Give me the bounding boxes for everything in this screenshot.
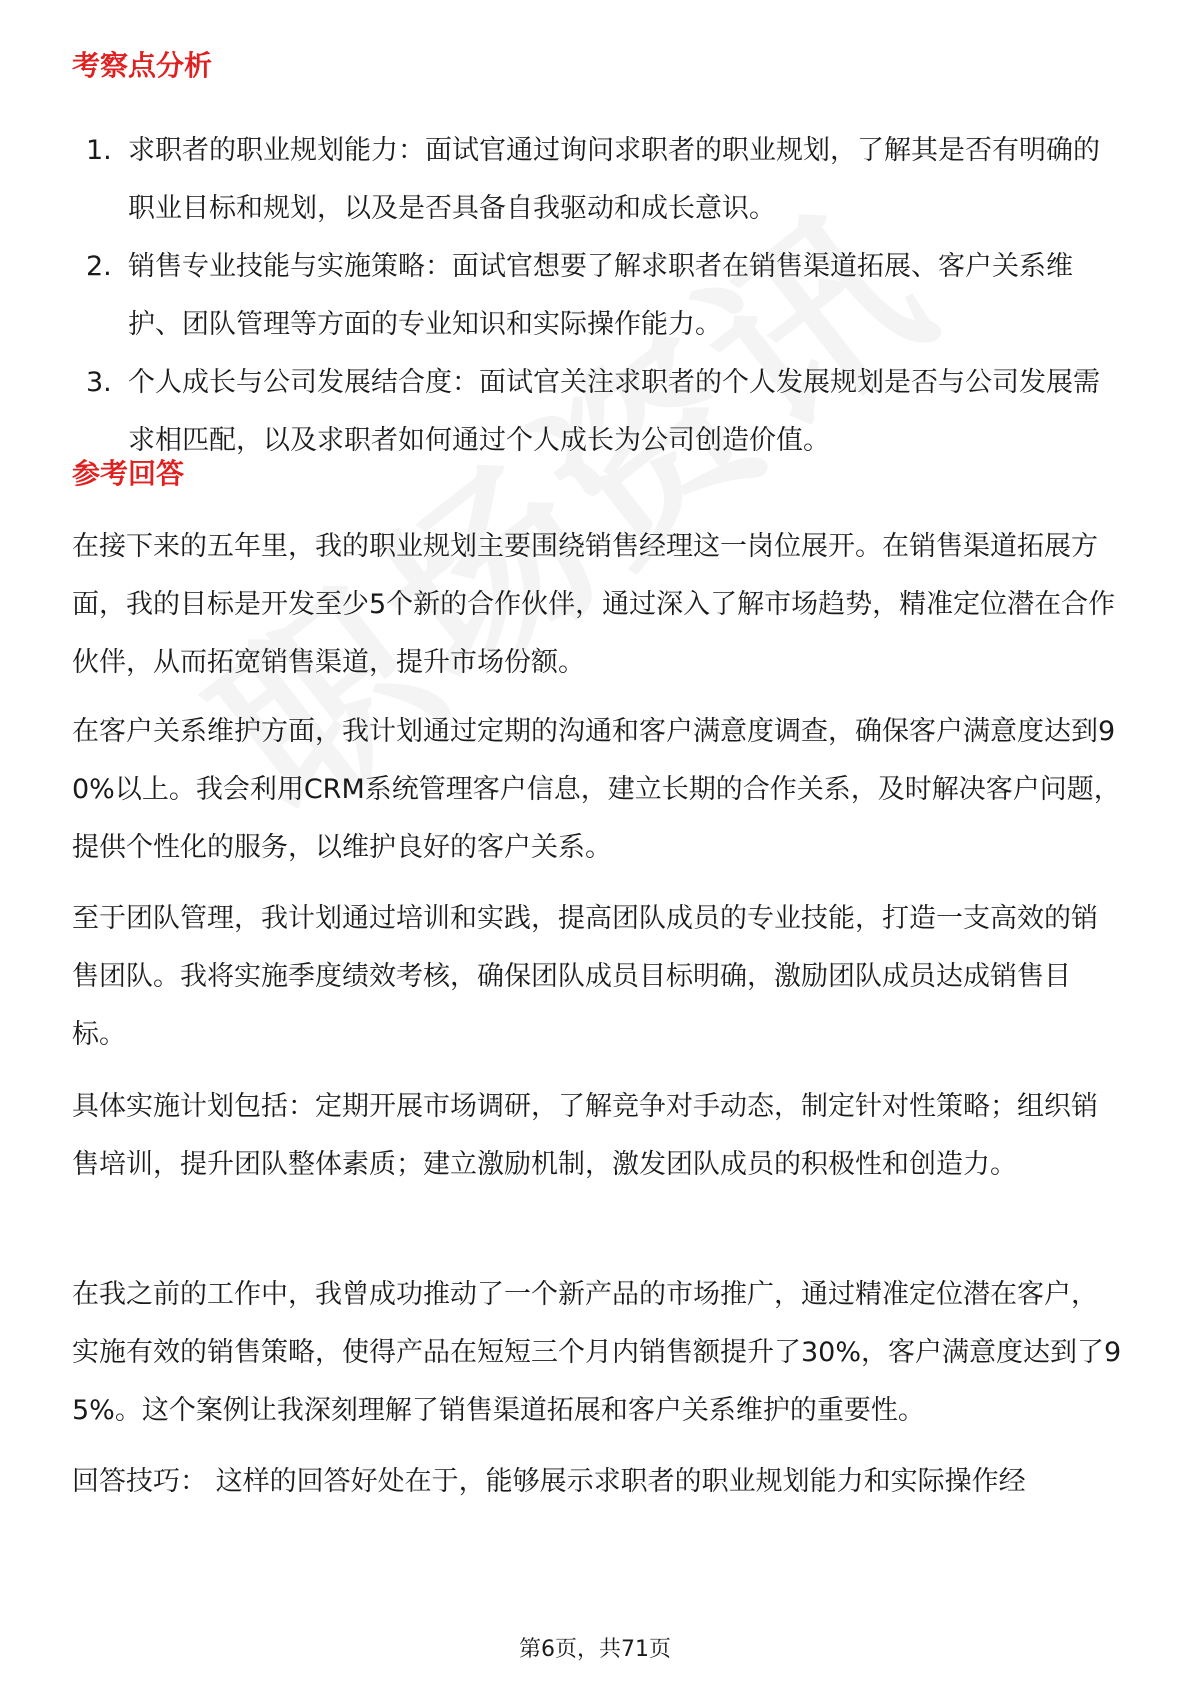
answer-tips: 回答技巧： 这样的回答好处在于，能够展示求职者的职业规划能力和实际操作经 <box>72 1466 1026 1497</box>
list-item <box>72 122 1122 238</box>
list-item-text: 销售专业技能与实施策略：面试官想要了解求职者在销售渠道拓展、客户关系维护、团队管理等方面的专业知识和实际操作能力。 <box>128 251 1073 340</box>
answer-paragraph: 至于团队管理，我计划通过培训和实践，提高团队成员的专业技能，打造一支高效的销售团队。我将实施季度绩效考核，确保团队成员目标明确，激励团队成员达成销售目标。 <box>72 903 1098 1050</box>
answer-paragraph: 在接下来的五年里，我的职业规划主要围绕销售经理这一岗位展开。在销售渠道拓展方面，我的目标是开发至少5个新的合作伙伴，通过深入了解市场趋势，精准定位潜在合作伙伴，从而拓宽销售渠道，提升市场份额。 <box>72 531 1116 678</box>
analysis-list <box>72 122 1122 470</box>
reference-heading: 参考回答 <box>72 457 185 490</box>
page-number: 第6页，共71页 <box>519 1637 671 1662</box>
list-item-number: 2. <box>86 251 112 282</box>
list-item <box>72 354 1122 470</box>
list-item <box>72 238 1122 354</box>
list-item-text: 个人成长与公司发展结合度：面试官关注求职者的个人发展规划是否与公司发展需求相匹配，以及求职者如何通过个人成长为公司创造价值。 <box>128 367 1100 456</box>
analysis-heading: 考察点分析 <box>72 49 213 82</box>
answer-paragraph: 在我之前的工作中，我曾成功推动了一个新产品的市场推广，通过精准定位潜在客户，实施有效的销售策略，使得产品在短短三个月内销售额提升了30%，客户满意度达到了95%。这个案例让我深刻理解了销售渠道拓展和客户关系维护的重要性。 <box>72 1279 1122 1426</box>
answer-paragraph: 具体实施计划包括：定期开展市场调研，了解竞争对手动态，制定针对性策略；组织销售培训，提升团队整体素质；建立激励机制，激发团队成员的积极性和创造力。 <box>72 1091 1098 1180</box>
list-item-number: 3. <box>86 367 112 398</box>
answer-paragraph: 在客户关系维护方面，我计划通过定期的沟通和客户满意度调查，确保客户满意度达到90%以上。我会利用CRM系统管理客户信息，建立长期的合作关系，及时解决客户问题，提供个性化的服务，以维护良好的客户关系。 <box>72 716 1121 863</box>
list-item-number: 1. <box>86 135 112 166</box>
list-item-text: 求职者的职业规划能力：面试官通过询问求职者的职业规划，了解其是否有明确的职业目标和规划，以及是否具备自我驱动和成长意识。 <box>128 135 1100 224</box>
